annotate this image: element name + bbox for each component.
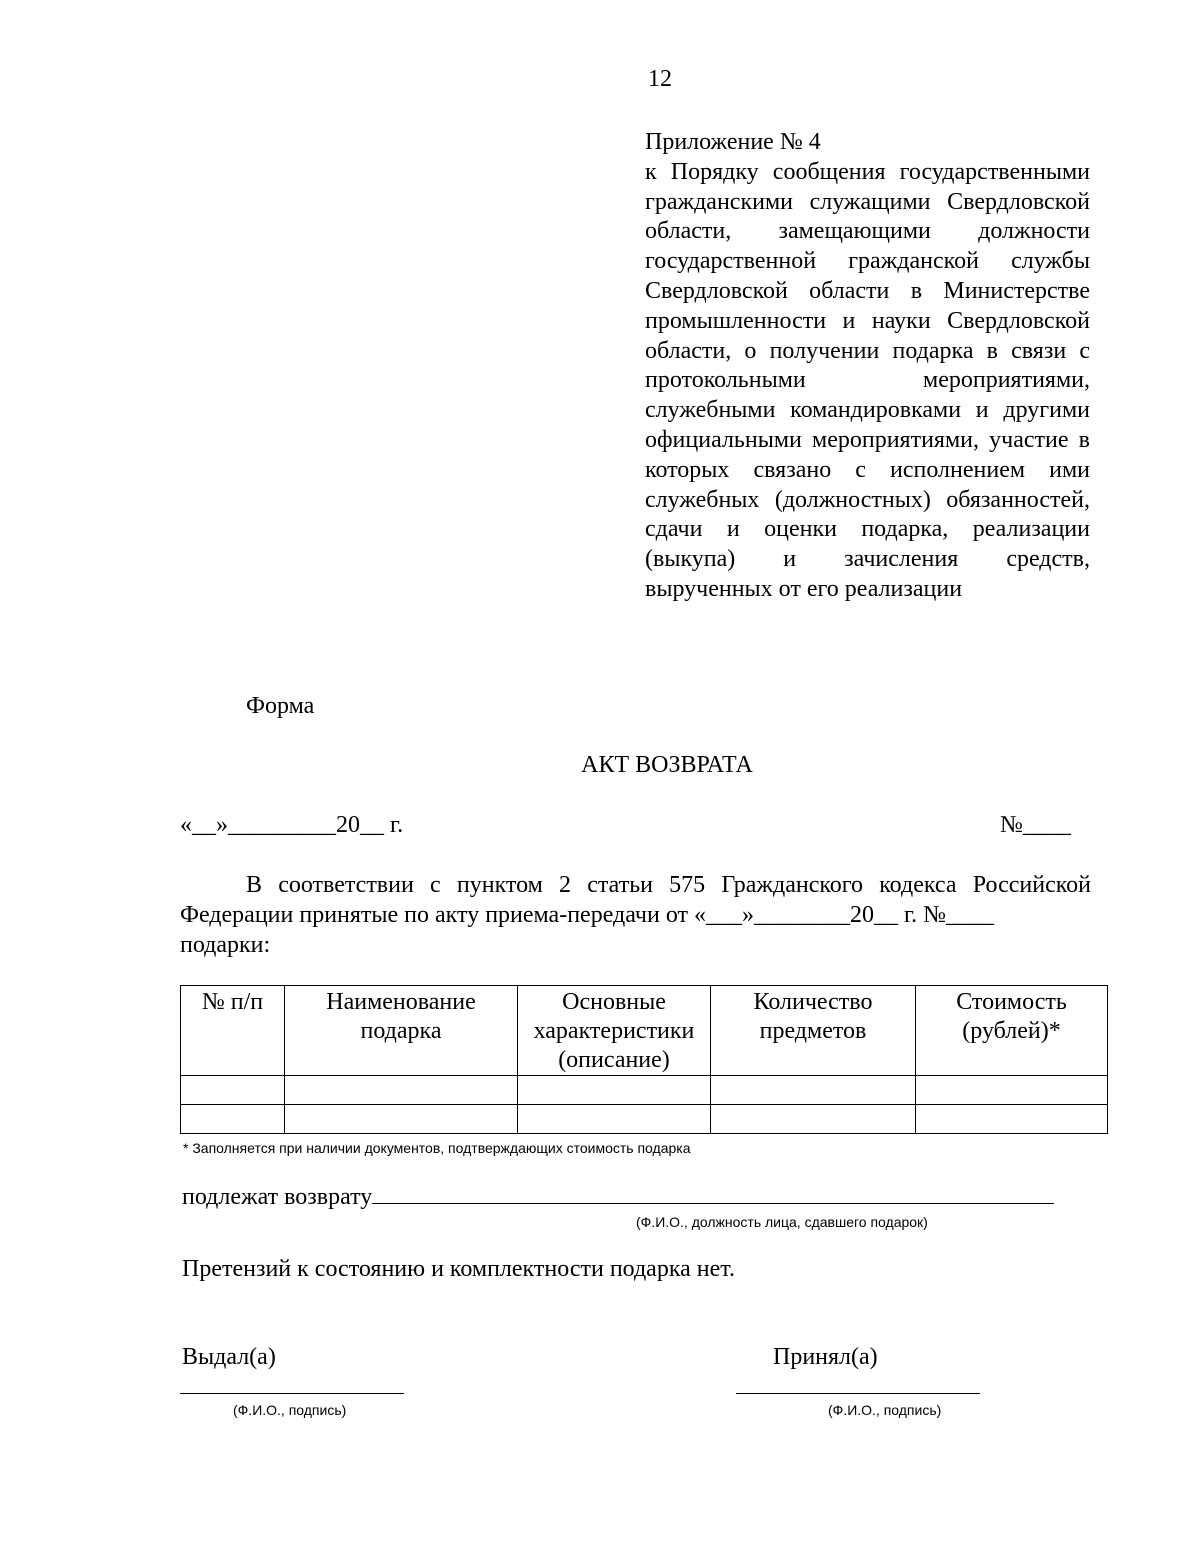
received-by-label: Принял(а) (773, 1344, 878, 1370)
intro-paragraph-line-2: Федерации принятые по акту приема-передачи от «___»________20__ г. №____ (180, 902, 995, 928)
table-cell[interactable] (518, 1105, 711, 1134)
table-row (181, 1105, 1108, 1134)
return-line (182, 1183, 1054, 1211)
received-signature-line[interactable] (736, 1393, 980, 1394)
intro-paragraph-line-1: В соответствии с пунктом 2 статьи 575 Гражданского кодекса Российской (246, 872, 1091, 898)
act-date-field: «__»_________20__ г. (180, 812, 404, 838)
intro-paragraph-line-3: подарки: (180, 932, 271, 958)
table-cell[interactable] (916, 1076, 1108, 1105)
received-signature-caption: (Ф.И.О., подпись) (828, 1402, 942, 1418)
column-header-characteristics: Основные характеристики (описание) (518, 986, 711, 1076)
table-cell[interactable] (285, 1076, 518, 1105)
appendix-header (645, 128, 1090, 605)
column-header-number: № п/п (181, 986, 285, 1076)
table-footnote: * Заполняется при наличии документов, подтверждающих стоимость подарка (183, 1140, 691, 1156)
intro-paragraph (180, 870, 1091, 960)
column-header-gift-name: Наименование подарка (285, 986, 518, 1076)
form-label: Форма (246, 693, 315, 719)
table-row (181, 1076, 1108, 1105)
table-cell[interactable] (711, 1076, 916, 1105)
gifts-table (180, 985, 1108, 1134)
appendix-text: к Порядку сообщения государственными гражданскими служащими Свердловской области, замещающими должности государственной гражданской службы Свердловской области в Министерстве промышленности и науки Свердловской области, о получении подарка в связи с протокольными мероприятиями, служебными командировками и другими официальными мероприятиями, участие в которых связано с исполнением ими служебных (должностных) обязанностей, сдачи и оценки подарка, реализации (выкупа) и зачисления средств, вырученных от его реализации (645, 158, 1090, 602)
table-cell[interactable] (181, 1105, 285, 1134)
table-cell[interactable] (518, 1076, 711, 1105)
column-header-quantity: Количество предметов (711, 986, 916, 1076)
table-header-row (181, 986, 1108, 1076)
column-header-cost: Стоимость (рублей)* (916, 986, 1108, 1076)
issued-by-label: Выдал(а) (182, 1344, 276, 1370)
page-number: 12 (648, 66, 672, 92)
return-person-field[interactable] (372, 1183, 1054, 1204)
document-title: АКТ ВОЗВРАТА (581, 752, 753, 778)
table-cell[interactable] (711, 1105, 916, 1134)
table-cell[interactable] (916, 1105, 1108, 1134)
table-cell[interactable] (181, 1076, 285, 1105)
act-number-field: №____ (1000, 812, 1071, 838)
return-label: подлежат возврату (182, 1184, 373, 1210)
table-cell[interactable] (285, 1105, 518, 1134)
issued-signature-line[interactable] (180, 1393, 404, 1394)
issued-signature-caption: (Ф.И.О., подпись) (233, 1402, 347, 1418)
return-caption: (Ф.И.О., должность лица, сдавшего подарок) (636, 1214, 928, 1230)
appendix-title: Приложение № 4 (645, 129, 821, 155)
claims-statement: Претензий к состоянию и комплектности подарка нет. (182, 1256, 735, 1282)
